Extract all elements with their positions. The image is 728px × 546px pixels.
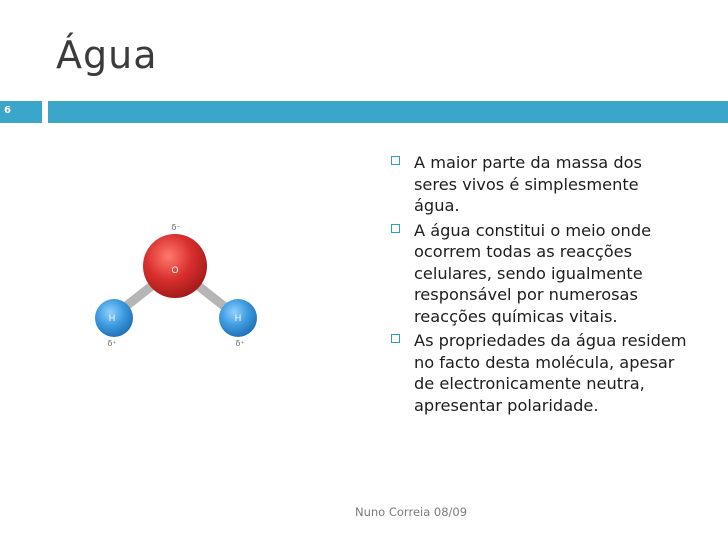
bullet-item bbox=[388, 330, 688, 416]
bullet-item bbox=[388, 152, 688, 217]
delta-plus-left-label: δ⁺ bbox=[107, 339, 117, 348]
slide-title: Água bbox=[56, 33, 158, 77]
footer-author-date: Nuno Correia 08/09 bbox=[355, 505, 468, 519]
bullet-list bbox=[388, 152, 688, 419]
bullet-item bbox=[388, 220, 688, 328]
oxygen-label: O bbox=[171, 265, 179, 275]
title-divider-bar bbox=[48, 101, 728, 123]
bullet-text: As propriedades da água residem no facto desta molécula, apesar de electronicamente neutra, apresentar polaridade. bbox=[414, 331, 687, 415]
water-molecule-image bbox=[90, 218, 270, 353]
square-bullet-icon bbox=[391, 334, 400, 343]
hydrogen-left-label: H bbox=[108, 313, 116, 323]
square-bullet-icon bbox=[391, 224, 400, 233]
bullet-text: A maior parte da massa dos seres vivos é simplesmente água. bbox=[414, 153, 642, 215]
delta-minus-label: δ⁻ bbox=[171, 223, 181, 232]
slide-number: 6 bbox=[4, 105, 11, 116]
delta-plus-right-label: δ⁺ bbox=[235, 339, 245, 348]
square-bullet-icon bbox=[391, 156, 400, 165]
bullet-text: A água constitui o meio onde ocorrem todas as reacções celulares, sendo igualmente responsável por numerosas reacções químicas vitais. bbox=[414, 220, 652, 326]
hydrogen-right-label: H bbox=[234, 313, 242, 323]
